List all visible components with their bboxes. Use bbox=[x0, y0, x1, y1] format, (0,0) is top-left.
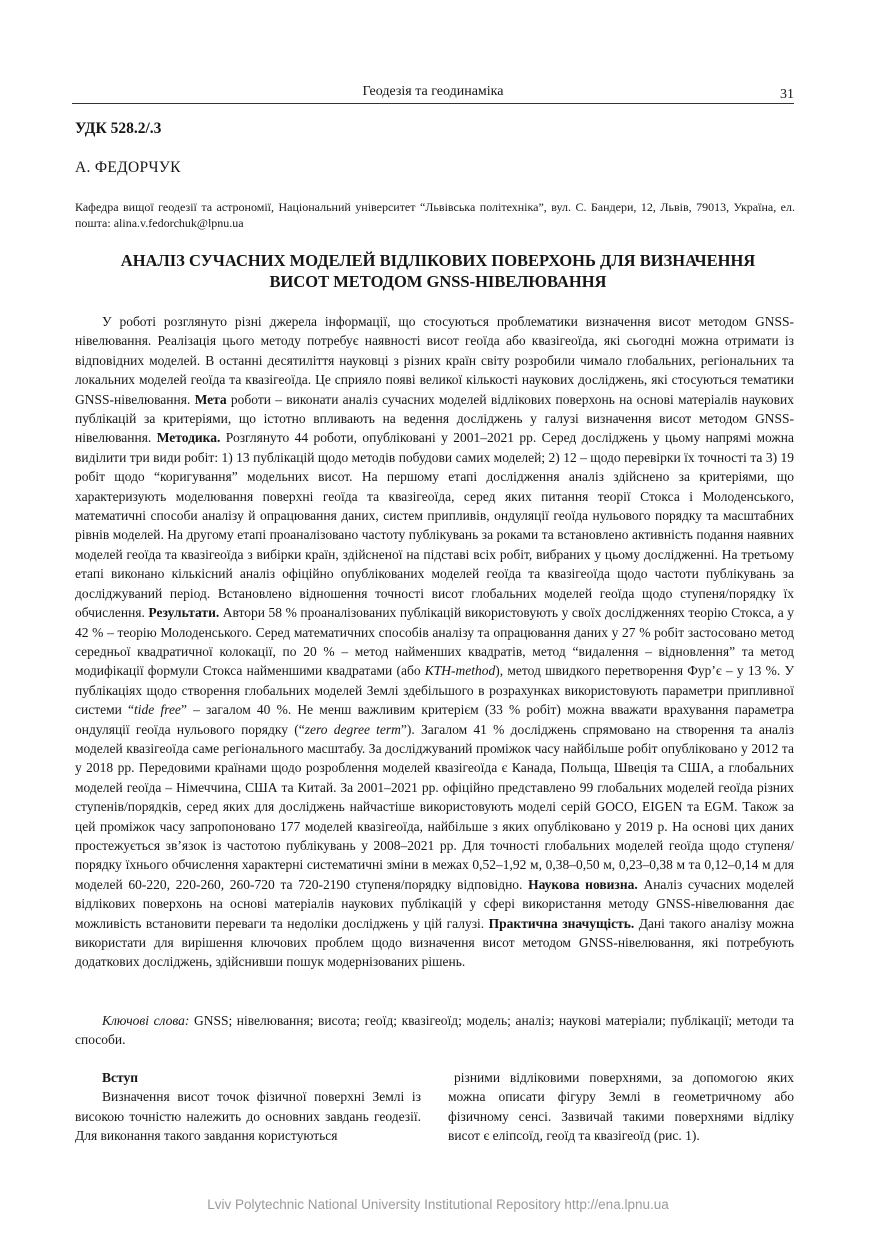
abstract-method-text: Розглянуто 44 роботи, опубліковані у 2001–2021 рр. Серед досліджень у цьому напрямі можна виділити три види робіт: 1) 13 публікацій щодо методів побудови самих моделей; 2) 12 – щодо перевірки їх точності та 3) 19 робіт щодо “коригування” модельних висот. На першому етапі дослідження аналіз здійснено за критеріями, що характеризують моделювання поверхні геоїда та квазігеоїда, серед яких питання теорії Стокса і Молоденського, математичні способи аналізу й опрацювання даних, систем припливів, ондуляції геоїда нульового порядку та масштабних рівнів моделей. На другому етапі проаналізовано частоту публікувань за роками та встановлено активність подання наявних моделей геоїда та квазігеоїда з вибірки країн, здійсненої на підставі всіх робіт, вибраних у цьому дослідженні. На третьому етапі виконано кількісний аналіз офіційно опублікованих моделей геоїда та квазігеоїда щодо частоти публікувань за досліджуваний період. Встановлено відношення точності висот глобальних моделей геоїда щодо ступеня/порядку їх обчислення. bbox=[75, 430, 794, 621]
abstract-label-aim: Мета bbox=[194, 391, 227, 407]
paper-title-line-1: АНАЛІЗ СУЧАСНИХ МОДЕЛЕЙ ВІДЛІКОВИХ ПОВЕРХОНЬ ДЛЯ ВИЗНАЧЕННЯ bbox=[120, 251, 756, 270]
abstract-term-kth: KTH-method bbox=[424, 663, 496, 679]
abstract-results-text-1: Автори 58 % проаналізованих публікацій використовують у своїх дослідженнях теорію Стокса, а у 42 % – теорію Молоденського. Серед математичних способів аналізу та опрацювання даних у 27 % робіт застосовано метод середньої квадратичної колокації, по 20 % – метод найменших квадратів, метод “видалення – відновлення” та метод модифікації формули Стокса найменшими квадратами (або bbox=[75, 605, 795, 679]
abstract-aim-text: роботи – виконати аналіз сучасних моделей відлікових поверхонь на основі матеріалів наукових публікацій за критеріями, що істотно впливають на ведення досліджень у галузі визначення висот методом GNSS-нівелювання. bbox=[75, 391, 794, 446]
running-header bbox=[72, 83, 794, 104]
abstract-novelty-text: Аналіз сучасних моделей відлікових поверхонь на основі матеріалів наукових публікацій у сфері використання методу GNSS-нівелювання дає можливість встановити переваги та недоліки досліджень у цій галузі. bbox=[75, 876, 794, 931]
abstract-label-method: Методика. bbox=[156, 430, 221, 446]
keywords-text: GNSS; нівелювання; висота; геоїд; квазігеоїд; модель; аналіз; наукові матеріали; публікації; методи та способи. bbox=[75, 1013, 794, 1048]
keywords-label: Ключові слова: bbox=[102, 1013, 190, 1028]
abstract-results-text-3: ” – загалом 40 %. Не менш важливим критерієм (33 % робіт) можна вважати врахування параметра ондуляції геоїда нульового порядку (“ bbox=[75, 702, 794, 737]
abstract-practical-text: Дані такого аналізу можна використати для вирішення ключових проблем щодо визначення висот методом GNSS-нівелювання, які потребують додаткових досліджень, здійснивши пошук модернізованих рішень. bbox=[75, 915, 795, 970]
section-heading-introduction: Вступ bbox=[102, 1070, 138, 1085]
abstract-term-zero-degree: zero degree term bbox=[304, 721, 401, 737]
repository-watermark: Lviv Polytechnic National University Institutional Repository http://ena.lpnu.ua bbox=[207, 1197, 669, 1212]
abstract-label-results: Результати. bbox=[148, 605, 220, 621]
author-name: А. ФЕДОРЧУК bbox=[75, 159, 181, 176]
page-number: 31 bbox=[780, 87, 794, 102]
paper-title bbox=[72, 250, 804, 292]
introduction-text-left: Визначення висот точок фізичної поверхні Землі із високою точністю належить до основних завдань геодезії. Для виконання такого завдання користуються bbox=[75, 1089, 421, 1144]
abstract-results-text-4: ”). Загалом 41 % досліджень спрямовано на створення та аналіз моделей квазігеоїда саме регіонального масштабу. За досліджуваний проміжок часу найбільше робіт опубліковано у 2012 та у 2018 рр. Передовими країнами щодо розроблення моделей квазігеоїда є Канада, Польща, Швеція та США, а глобальних моделей геоїда – Німеччина, США та Китай. За 2001–2021 рр. офіційно представлено 99 глобальних моделей геоїда різних ступенів/порядків, серед яких для досліджень найчастіше використовують моделі серій GOCO, EIGEN та EGM. Також за цей проміжок часу запропоновано 177 моделей квазігеоїда, найбільше з яких опубліковано у 2019 р. На основі цих даних простежується зв’язок із частотою публікувань у 2008–2021 рр. Для точності глобальних моделей геоїда щодо ступеня/порядку їхнього обчислення характерні систематичні зміни в межах 0,52–1,92 м, 0,38–0,50 м, 0,23–0,38 м та 0,12–0,14 м для моделей 60-220, 220-260, 260-720 та 720-2190 ступеня/порядку відповідно. bbox=[75, 721, 794, 892]
journal-section-title: Геодезія та геодинаміка bbox=[362, 84, 504, 99]
abstract-term-tide-free: tide free bbox=[134, 702, 181, 718]
abstract-label-novelty: Наукова новизна. bbox=[528, 876, 638, 892]
abstract-label-practical: Практична значущість. bbox=[488, 915, 635, 931]
right-column bbox=[448, 1068, 794, 1146]
left-column bbox=[75, 1068, 421, 1146]
paper-title-line-2: ВИСОТ МЕТОДОМ GNSS-НІВЕЛЮВАННЯ bbox=[269, 272, 607, 291]
introduction-text-right: різними відліковими поверхнями, за допомогою яких можна описати фігуру Землі в геометричному або фізичному сенсі. Зазвичай такими поверхнями відліку висот є еліпсоїд, геоїд та квазігеоїд (рис. 1). bbox=[448, 1070, 794, 1144]
abstract-results-text-2: ), метод швидкого перетворення Фур’є – у 13 %. У публікаціях щодо створення глобальних моделей Землі здебільшого в розрахунках використовують параметри припливної системи “ bbox=[75, 663, 795, 718]
abstract bbox=[75, 312, 794, 972]
keywords bbox=[75, 1011, 794, 1050]
udc-code: УДК 528.2/.3 bbox=[75, 120, 162, 137]
author-affiliation: Кафедра вищої геодезії та астрономії, Національний університет “Львівська політехніка”, вул. С. Бандери, 12, Львів, 79013, Україна, ел. пошта: alina.v.fedorchuk@lpnu.ua bbox=[75, 200, 795, 230]
abstract-intro: У роботі розглянуто різні джерела інформації, що стосуються проблематики визначення висот методом GNSS-нівелювання. Реалізація цього методу потребує наявності висот геоїда або квазігеоїда, які сьогодні можна отримати із відповідних моделей. В останні десятиліття науковці з різних країн світу розробили чимало глобальних, регіональних та локальних моделей геоїда та квазігеоїда. Це сприяло появі великої кількості наукових досліджень, які стосуються тематики GNSS-нівелювання. bbox=[75, 314, 794, 407]
